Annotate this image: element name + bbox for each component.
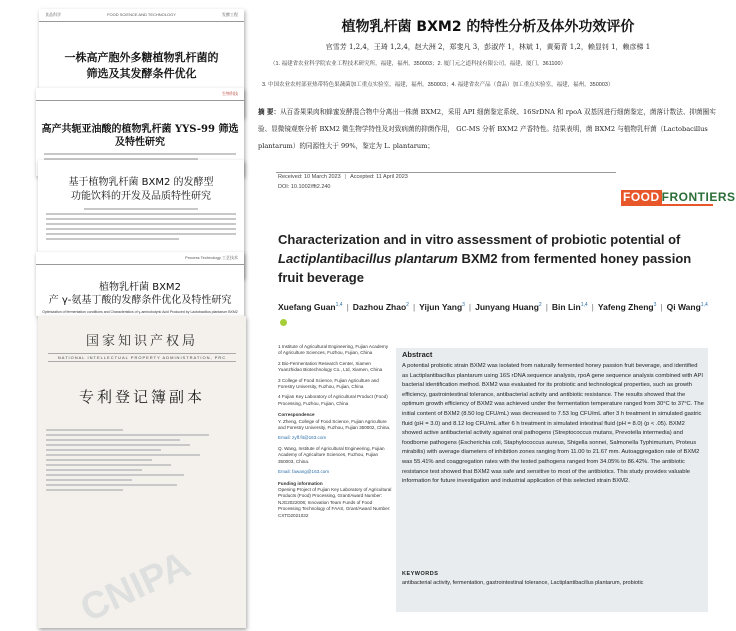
affiliation-item: 2 Bio-Fermentation Research Center, Xiamen Yuanzhidao Biotechnology Co., Ltd, Xiamen, China <box>278 360 383 373</box>
patent-body-lines <box>46 429 238 491</box>
affiliations-list <box>278 344 392 407</box>
author-separator: | <box>660 301 663 312</box>
author-name: Junyang Huang$^2$ <box>475 301 542 312</box>
email-link[interactable]: Email: zyff.fit@163.com <box>278 435 327 441</box>
patent-certificate <box>38 316 246 631</box>
author-name: Qi Wang$^{1,4}$ <box>666 301 708 312</box>
body-text-lines <box>44 153 236 160</box>
journal-name-en: FOOD SCIENCE AND TECHNOLOGY <box>107 12 176 17</box>
abstract-text: A potential probiotic strain BXM2 was isolated from naturally fermented honey passion fruit beverage, and identified as Lactiplantibacillus plantarum using 16S rDNA sequence analysis, rpoA gene sequence analysis combined with API bacterial identification method. BXM2 was evaluated for its probiotic and technological properties, such as growth efficiency, gastrointestinal tolerance, antibacterial activity and antibiotic resistance. The results showed that the optimum growth efficiency of BXM2 was achieved under the fermentation temperature ranged from 30°C to 37°C. The initial content of BXM2 (8.50 log CFU/mL) was decreased to 7.53 log CFU/mL after 3 h treatment in simulated gastric fluid (pH = 3.0) and 8.12 log CFU/mL after 6 h treatment in simulated intestinal fluid (pH = 8.0) (p < .05). BXM2 showed active antibacterial activity against oral pathogens (Streptococcus mutans, Prevotella intermedia) and foodborne pathogens (Escherichia coli, Staphylococcus aureus, Shigella sonnei, Salmonella Typhimurium, Proteus mirabilis) with average diameters of inhibition zones ranging from 11.00 to 21.67 mm. Autoaggregation rate of BXM2 was 55.41% and coaggregation rates with the tested pathogens ranged from 34.05% to 86.42%. The antibiotic resistance test showed that BXM2 was safe and sensitive to most of the antibiotics. This study provides valuable information for future investigation and industrial application of this selected strain BXM2. <box>402 363 704 485</box>
author-name: Dazhou Zhao$^2$ <box>352 301 409 312</box>
funding-heading: Funding information <box>278 480 323 486</box>
orcid-icon[interactable] <box>280 319 287 326</box>
author-separator: | <box>346 301 349 312</box>
paper-title: 基于植物乳杆菌 BXM2 的发酵型 功能饮料的开发及品质特性研究 <box>68 177 214 202</box>
watermark: CNIPA <box>74 543 197 631</box>
correspondence-heading: Correspondence <box>278 412 315 418</box>
author-name: Bin Lin$^{1,4}$ <box>551 301 588 312</box>
author-separator: | <box>468 301 472 312</box>
paper-dates: Received: 10 March 2023 | Accepted: 11 April 2023 <box>278 174 408 180</box>
paper-title: 一株高产胞外多糖植物乳杆菌的 筛选及其发酵条件优化 <box>64 51 219 80</box>
funding-text: Opening Project of Fujian Key Laboratory of Agricultural Products (Food) Processing, Grant/Award Number: NJG2022006; Innovation Team Funds of Food Processing Technology of FAAS, Grant/Award Number: CXTD2021032 <box>278 486 392 518</box>
author-name: Yijun Yang$^3$ <box>419 301 465 312</box>
paper-title: 高产共轭亚油酸的植物乳杆菌 YYS-99 筛选 及特性研究 <box>41 124 239 148</box>
paper-affiliation: （1. 福建省农业科学院农业工程技术研究所，福建，福州，350003；2. 厦门元之道科技有限公司，福建，厦门，361100） <box>270 61 567 67</box>
patent-office-name-en: NATIONAL INTELLECTUAL PROPERTY ADMINISTRATION, PRC <box>48 353 236 362</box>
correspondence-text: Q. Wang, Institute of Agricultural Engineering, Fujian Academy of Agriculture Sciences, Fuzhou, Fujian 350003, China. <box>278 445 385 464</box>
logo-underline <box>621 204 713 206</box>
chinese-paper <box>256 0 720 160</box>
author-name: Yafeng Zheng$^3$ <box>597 301 657 312</box>
author-name: Xuefang Guan$^{1,4}$ <box>278 301 343 312</box>
paper-title: Characterization and in vitro assessment of probiotic potential of Lactiplantibacillus plantarum BXM2 from fermented honey passion fruit beverage <box>278 232 692 285</box>
section-header: Process Technology 工艺技术 <box>185 255 238 260</box>
paper-affiliation: 3. 中国农业农村部亚热带特色果蔬菌加工重点实验室，福建，福州，350003；4. 福建省农产品（食品）加工重点实验室，福建，福州，350003） <box>262 82 614 88</box>
paper-subtitle: Optimization of fermentation conditions and Characteristics of γ-aminobutyric Acid Produced by Lactobacillus plantarum BXM2 <box>42 310 238 314</box>
journal-brand: 发酵工程 <box>221 12 238 17</box>
divider <box>276 172 616 173</box>
journal-logo: FOOD FRONTIERS <box>623 190 736 204</box>
journal-name: 食品科学 <box>45 12 61 17</box>
keywords-heading: KEYWORDS <box>402 571 439 577</box>
body-text-lines <box>46 208 236 240</box>
patent-office-name: 国家知识产权局 <box>85 334 198 349</box>
author-separator: | <box>591 301 594 312</box>
paper-abstract: 摘 要：从百香果果肉和蜂蜜发酵混合物中分离出一株菌 BXM2，采用 API 细菌鉴定系统、16SrDNA 和 rpoA 双基因进行细菌鉴定，菌落计数法、抑菌圈实验、显微镜观察分析 BXM2 微生物学特性及对致病菌的抑菌作用， GC-MS 分析 BXM2 产香特性。结果表明，菌 BXM2 与植物乳杆菌（Lactobacillus plantarum）的同源性大于 99%，鉴定为 L. plantarum； <box>258 108 716 150</box>
paper-title: 植物乳杆菌 BXM2 的特性分析及体外功效评价 <box>341 19 635 35</box>
correspondence-text: Y. Zheng, College of Food Science, Fujian Agriculture and Forestry University, Fuzhou, Fujian 350002, China. <box>278 418 391 431</box>
affiliation-item: 3 College of Food Science, Fujian Agriculture and Forestry University, Fuzhou, Fujian, China <box>278 377 379 390</box>
author-separator: | <box>412 301 416 312</box>
paper-title: 植物乳杆菌 BXM2 产 γ-氨基丁酸的发酵条件优化及特性研究 <box>48 282 232 306</box>
abstract-heading: Abstract <box>402 350 433 359</box>
paper-authors: 官雪芳 1,2,4，王琦 1,2,4，赵大洲 2，郑斐凡 3，彭淑芹 1，林斌 1，黄菊青 1,2，赖显钊 1，赖彦梯 1 <box>325 43 651 51</box>
affiliation-item: 4 Fujian Key Laboratory of Agricultural Product (Food) Processing, Fuzhou, Fujian, China <box>278 394 388 406</box>
paper-doi: DOI: 10.1002/fft2.240 <box>278 184 331 190</box>
patent-doc-title: 专利登记簿副本 <box>78 388 205 406</box>
keywords-text: antibacterial activity, fermentation, gastrointestinal tolerance, Lactiplantibacillus plantarum, probiotic <box>402 580 644 586</box>
email-link[interactable]: Email: fawang@163.com <box>278 469 330 475</box>
column-label: 生物科技 <box>222 91 238 96</box>
affiliation-item: 1 Institute of Agricultural Engineering, Fujian Academy of Agriculture Sciences, Fuzhou, Fujian, China <box>278 344 389 356</box>
author-separator: | <box>545 301 548 312</box>
english-paper <box>266 168 736 628</box>
paper-sidebar <box>278 344 392 523</box>
paper-thumbnail-gaba <box>36 252 244 316</box>
paper-authors <box>278 298 708 330</box>
